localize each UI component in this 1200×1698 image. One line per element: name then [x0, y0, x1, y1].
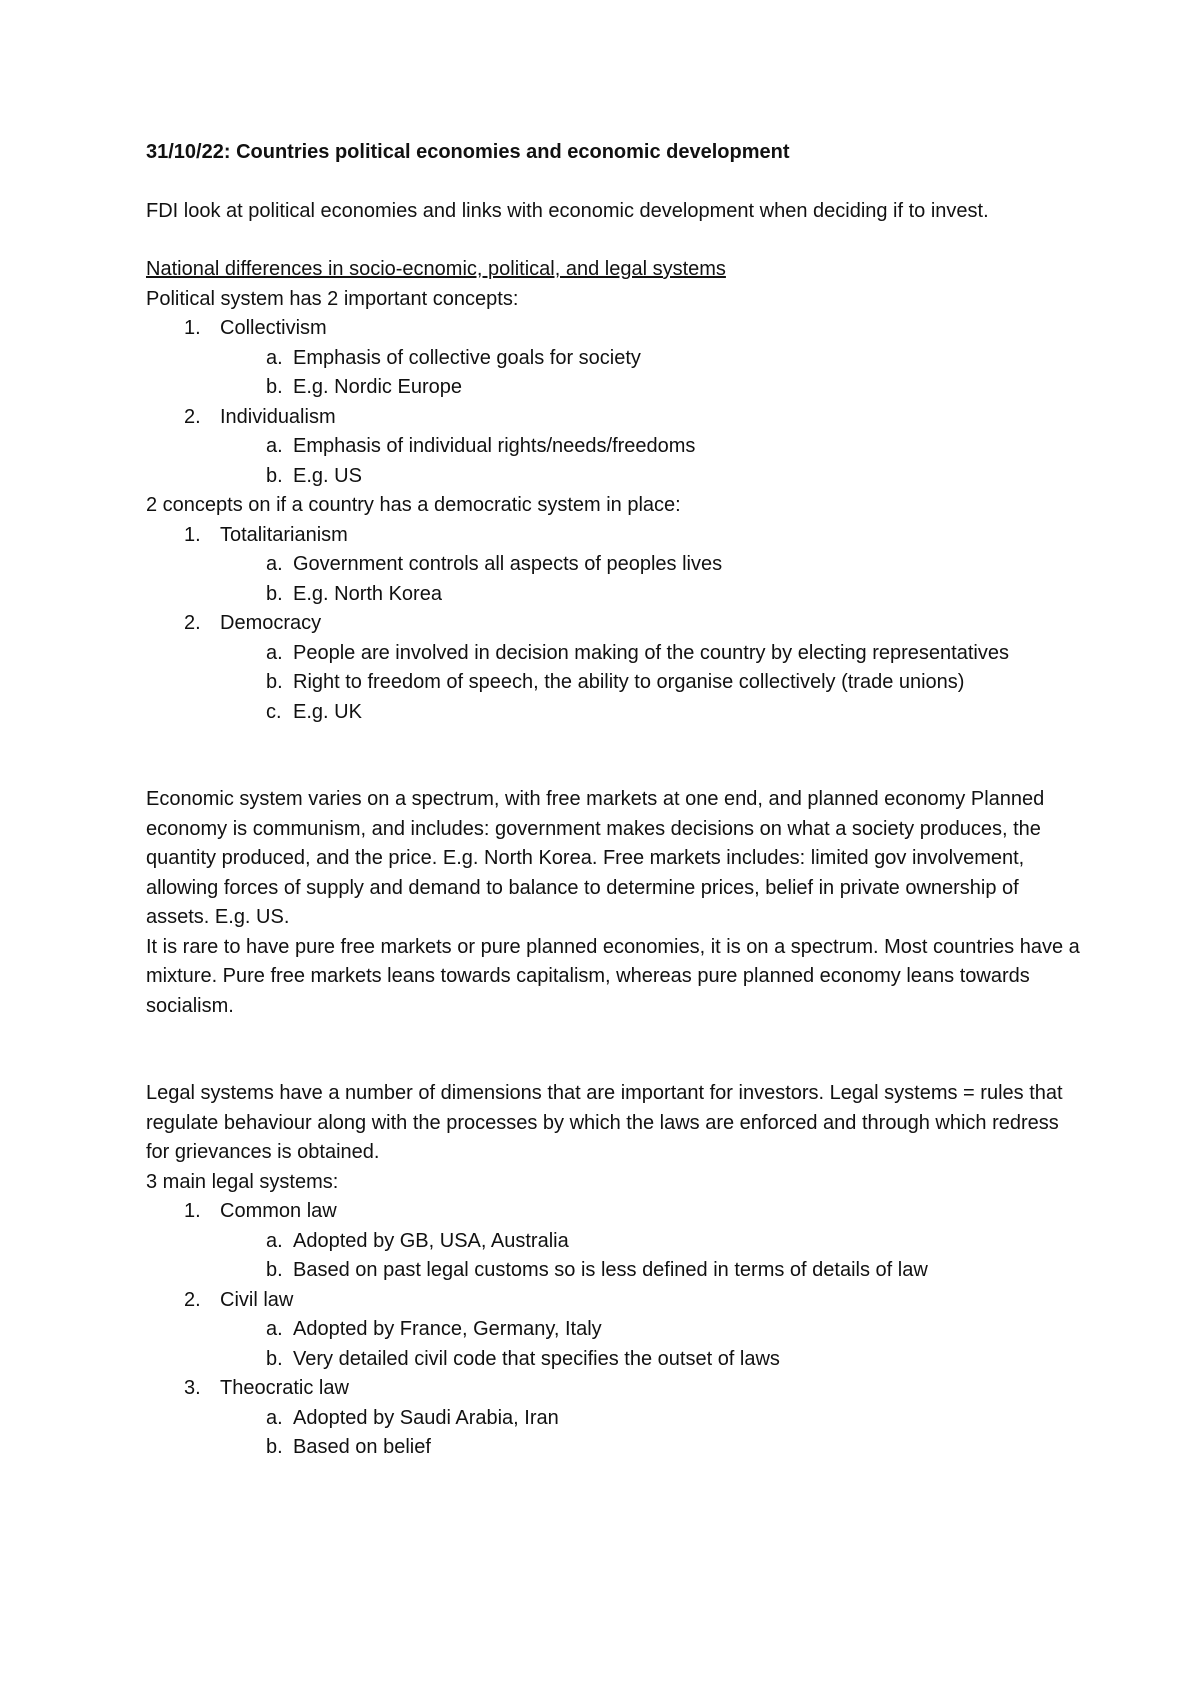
sub-list [220, 1404, 1086, 1463]
list-item-label: Democracy [220, 612, 322, 634]
list-item [146, 403, 1086, 492]
sub-item-text: E.g. Nordic Europe [293, 376, 462, 398]
list-item-label: Common law [220, 1200, 337, 1222]
list-item-label: Totalitarianism [220, 523, 348, 546]
spacer [146, 226, 1086, 255]
spacer [146, 1021, 1086, 1079]
sub-marker: a. [266, 641, 283, 664]
list-number: 3. [184, 1377, 201, 1399]
list-item [146, 521, 1086, 610]
sub-item-text: Adopted by Saudi Arabia, Iran [293, 1406, 559, 1429]
sub-list-item [220, 1315, 1086, 1345]
political-list [146, 314, 1086, 491]
list-item [146, 609, 1086, 727]
list-number: 1. [184, 523, 201, 546]
list-number: 2. [184, 1288, 201, 1311]
sub-item-text: Very detailed civil code that specifies the outset of laws [293, 1347, 780, 1370]
sub-list [220, 432, 1086, 491]
list-item-label: Civil law [220, 1288, 294, 1311]
sub-item-text: Emphasis of collective goals for society [293, 346, 641, 369]
political-lead: Political system has 2 important concepts: [146, 287, 519, 310]
list-item [146, 1374, 1086, 1463]
economic-paragraph-2: It is rare to have pure free markets or pure planned economies, it is on a spectrum. Most countries have a mixture. Pure free markets leans towards capitalism, whereas pure planned economy leans towards socialism. [146, 935, 1080, 1017]
sub-item-text: E.g. US [293, 464, 362, 487]
intro-paragraph: FDI look at political economies and links with economic development when deciding if to invest. [146, 199, 989, 222]
sub-list-item [220, 1256, 1086, 1286]
sub-list [220, 1227, 1086, 1286]
section-heading: National differences in socio-ecnomic, political, and legal systems [146, 258, 726, 280]
document-page [146, 138, 1086, 1463]
sub-item-text: Right to freedom of speech, the ability to organise collectively (trade unions) [293, 671, 965, 693]
sub-list-item [220, 373, 1086, 403]
economic-paragraph: Economic system varies on a spectrum, with free markets at one end, and planned economy Planned economy is communism, and includes: government makes decisions on what a society produces, the quantity produced, and the price. E.g. North Korea. Free markets includes: limited gov involvement, allowing forces of supply and demand to balance to determine prices, belief in private ownership of assets. E.g. US. [146, 788, 1045, 928]
sub-list-item [220, 1404, 1086, 1434]
sub-item-text: E.g. UK [293, 700, 362, 723]
sub-list-item [220, 580, 1086, 610]
sub-list-item [220, 432, 1086, 462]
sub-marker: a. [266, 346, 283, 369]
list-item [146, 1197, 1086, 1286]
sub-list-item [220, 639, 1086, 669]
sub-marker: a. [266, 1229, 283, 1252]
list-item-label: Individualism [220, 405, 336, 428]
sub-list-item [220, 344, 1086, 374]
list-item [146, 314, 1086, 403]
list-number: 1. [184, 317, 201, 339]
list-number: 2. [184, 405, 201, 428]
sub-list [220, 1315, 1086, 1374]
sub-item-text: Based on belief [293, 1436, 431, 1458]
sub-marker: a. [266, 1318, 283, 1340]
list-number: 2. [184, 612, 201, 634]
democratic-lead: 2 concepts on if a country has a democratic system in place: [146, 494, 681, 516]
sub-list-item [220, 1227, 1086, 1257]
sub-marker: b. [266, 376, 283, 398]
legal-lead: 3 main legal systems: [146, 1170, 339, 1193]
sub-list-item [220, 550, 1086, 580]
legal-paragraph: Legal systems have a number of dimensions that are important for investors. Legal systems = rules that regulate behaviour along with the processes by which the laws are enforced and through which redress for grievances is obtained. [146, 1082, 1063, 1163]
document-title: 31/10/22: Countries political economies and economic development [146, 141, 790, 163]
sub-list-item [220, 698, 1086, 728]
legal-list [146, 1197, 1086, 1463]
list-item-label: Theocratic law [220, 1377, 349, 1399]
list-item [146, 1286, 1086, 1375]
sub-marker: b. [266, 464, 283, 487]
sub-marker: a. [266, 1406, 283, 1429]
sub-item-text: Adopted by GB, USA, Australia [293, 1229, 569, 1252]
sub-marker: b. [266, 1347, 283, 1370]
sub-list [220, 344, 1086, 403]
sub-marker: c. [266, 700, 282, 723]
sub-marker: a. [266, 553, 283, 575]
sub-marker: b. [266, 1436, 283, 1458]
sub-marker: b. [266, 671, 283, 693]
sub-item-text: Government controls all aspects of peoples lives [293, 553, 723, 575]
sub-marker: b. [266, 582, 283, 605]
sub-list-item [220, 462, 1086, 492]
sub-item-text: Adopted by France, Germany, Italy [293, 1318, 602, 1340]
spacer [146, 168, 1086, 197]
democratic-list [146, 521, 1086, 728]
sub-item-text: People are involved in decision making of the country by electing representatives [293, 641, 1009, 664]
sub-list [220, 639, 1086, 728]
sub-list-item [220, 668, 1086, 698]
sub-item-text: Based on past legal customs so is less defined in terms of details of law [293, 1259, 928, 1281]
sub-list [220, 550, 1086, 609]
sub-list-item [220, 1433, 1086, 1463]
sub-list-item [220, 1345, 1086, 1375]
spacer [146, 727, 1086, 785]
sub-item-text: E.g. North Korea [293, 582, 442, 605]
sub-marker: b. [266, 1259, 283, 1281]
sub-marker: a. [266, 435, 283, 457]
list-number: 1. [184, 1200, 201, 1222]
sub-item-text: Emphasis of individual rights/needs/freedoms [293, 435, 696, 457]
list-item-label: Collectivism [220, 317, 327, 339]
